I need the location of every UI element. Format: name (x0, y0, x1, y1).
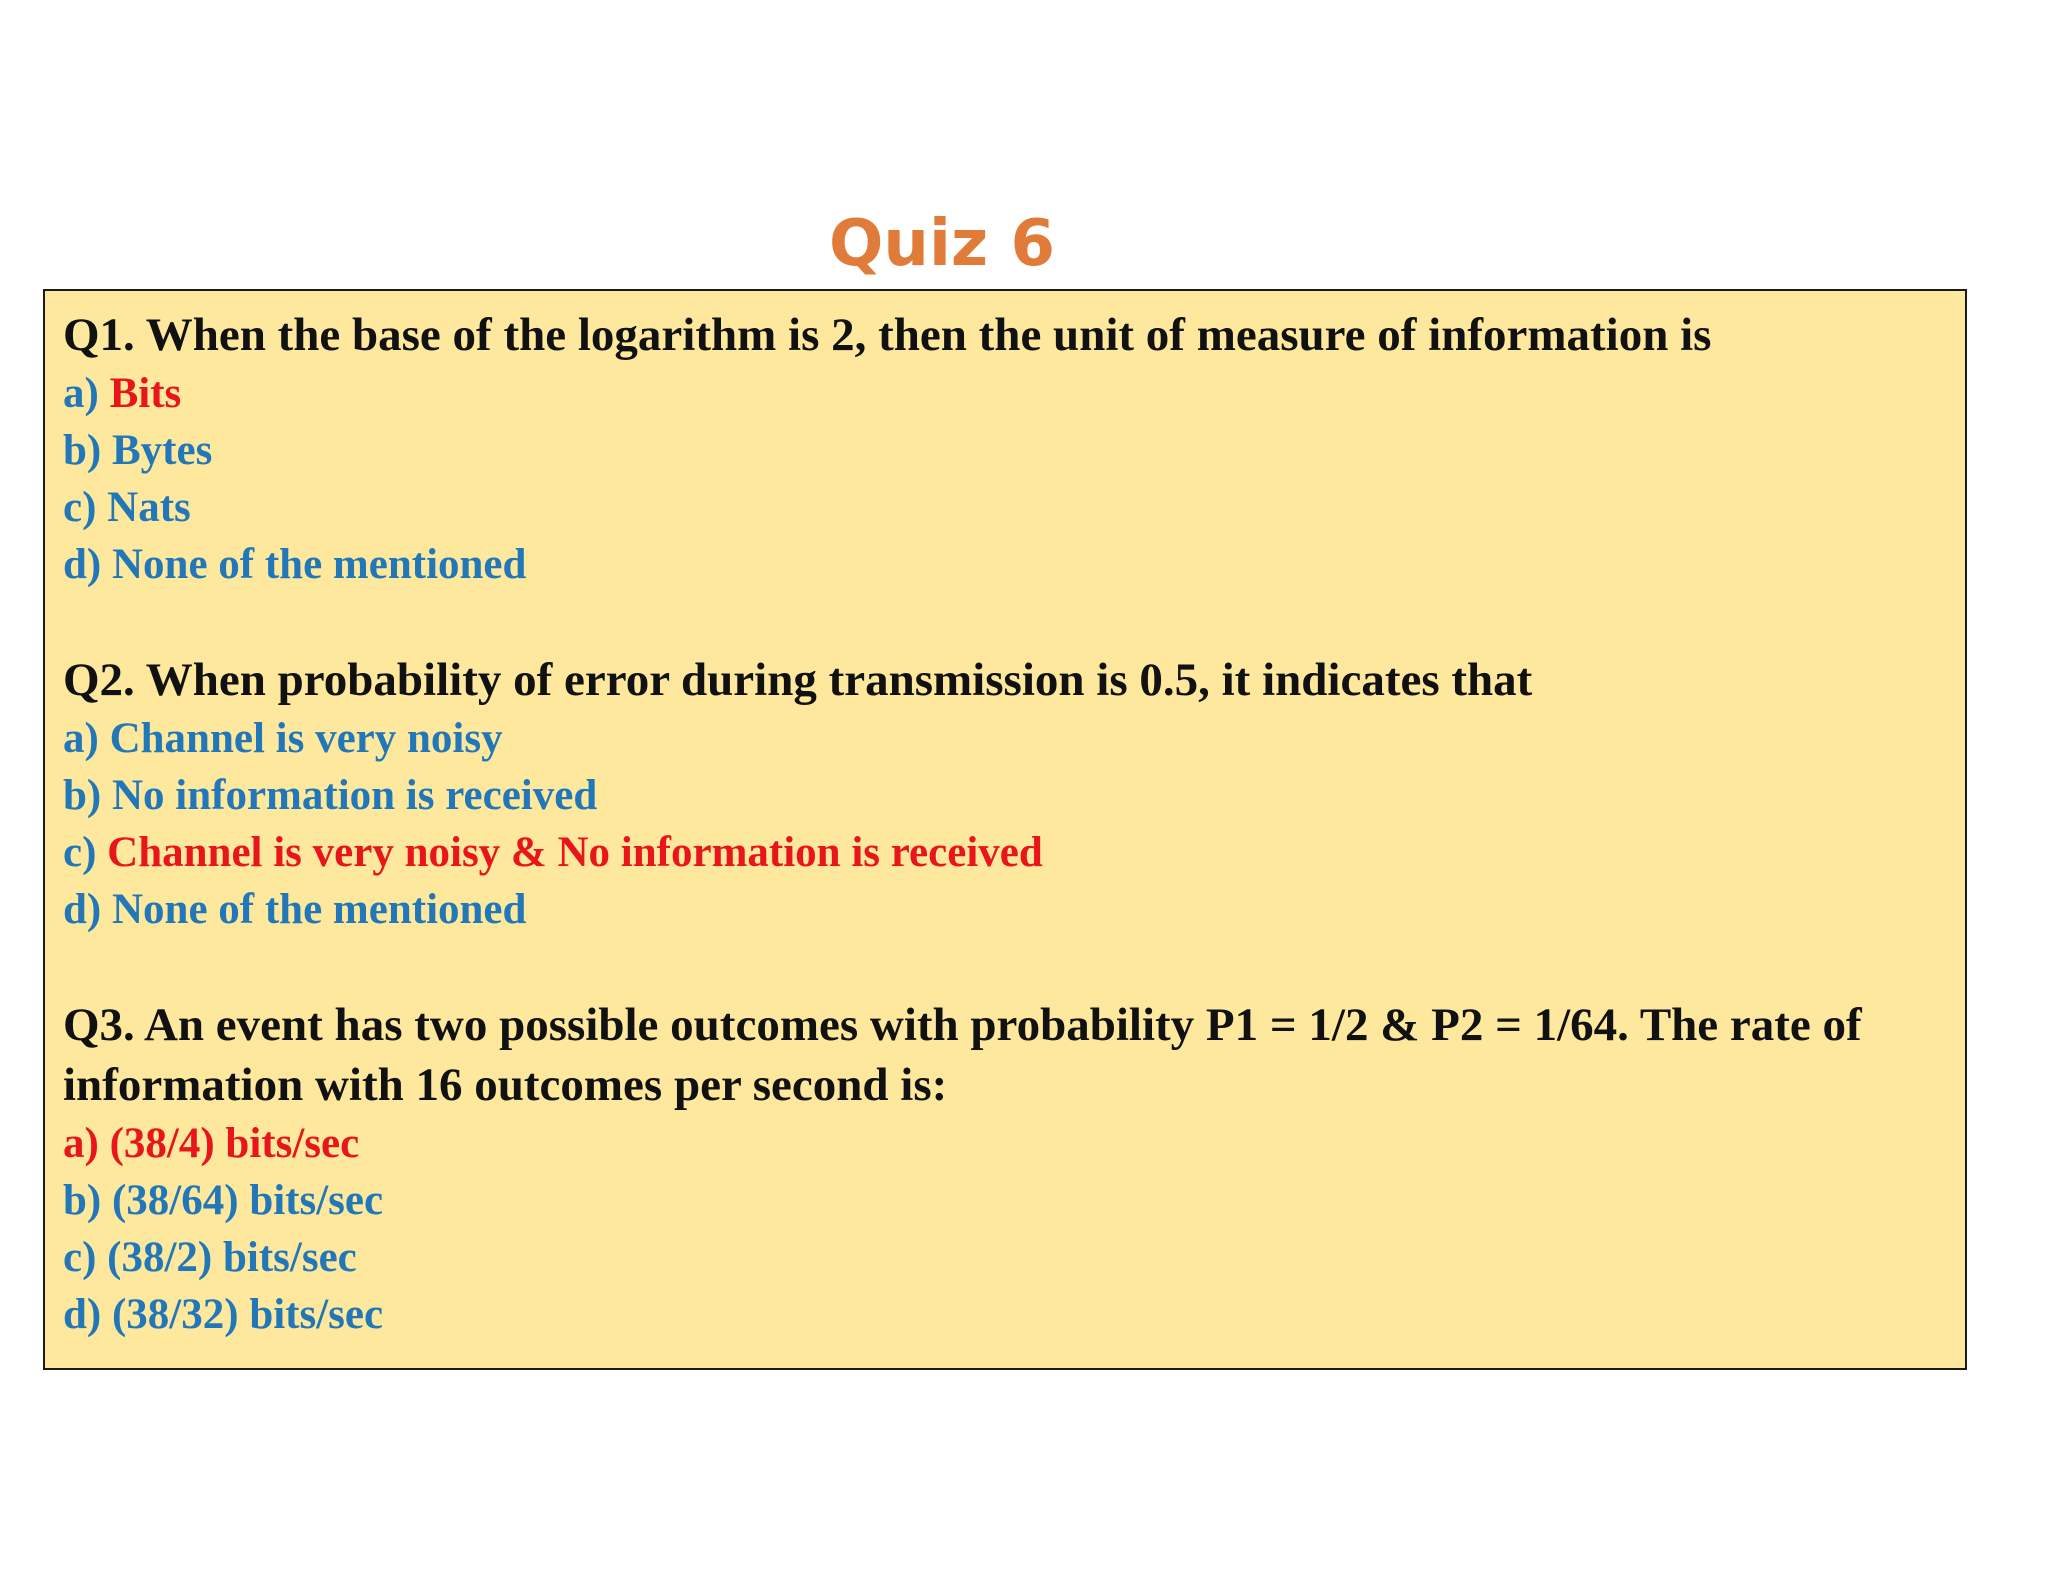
option-text-correct: (38/4) bits/sec (109, 1120, 360, 1167)
option-a (63, 710, 1947, 767)
question-text: Q2. When probability of error during transmission is 0.5, it indicates that (63, 654, 1533, 706)
option-a (63, 1115, 1947, 1172)
option-b (63, 1172, 1947, 1229)
question-text: Q1. When the base of the logarithm is 2, then the unit of measure of information is (63, 309, 1712, 361)
option-b (63, 422, 1947, 479)
option-marker: b) (63, 1177, 102, 1224)
option-marker: a) (63, 1120, 99, 1167)
question-block-2 (63, 650, 1947, 938)
option-text: (38/32) bits/sec (111, 1291, 384, 1338)
option-text: Nats (107, 484, 191, 531)
spacer (63, 938, 1947, 995)
option-marker: c) (63, 484, 97, 531)
option-text: None of the mentioned (111, 541, 527, 588)
option-marker: c) (63, 1234, 97, 1281)
option-marker: b) (63, 427, 102, 474)
option-text: (38/2) bits/sec (107, 1234, 357, 1281)
option-text-correct: Bits (109, 370, 182, 417)
option-c (63, 479, 1947, 536)
option-d (63, 1286, 1947, 1343)
option-c (63, 1229, 1947, 1286)
question-block-3 (63, 995, 1947, 1343)
option-d (63, 881, 1947, 938)
option-text: Channel is very noisy (109, 715, 503, 762)
option-c (63, 824, 1947, 881)
option-marker: d) (63, 1291, 102, 1338)
option-d (63, 536, 1947, 593)
option-text: None of the mentioned (111, 886, 527, 933)
option-marker: a) (63, 370, 99, 417)
option-text: (38/64) bits/sec (111, 1177, 384, 1224)
option-text: No information is received (111, 772, 598, 819)
option-marker: d) (63, 886, 102, 933)
option-marker: d) (63, 541, 102, 588)
quiz-box (43, 289, 1967, 1370)
page-title: Quiz 6 (829, 207, 1055, 281)
option-marker: a) (63, 715, 99, 762)
option-text-correct: Channel is very noisy & No information is received (107, 829, 1043, 876)
question-block-1 (63, 305, 1947, 593)
option-b (63, 767, 1947, 824)
question-text: Q3. An event has two possible outcomes with probability P1 = 1/2 & P2 = 1/64. The rate of information with 16 outcomes per second is: (63, 999, 1862, 1111)
option-marker: b) (63, 772, 102, 819)
option-text: Bytes (111, 427, 213, 474)
spacer (63, 593, 1947, 650)
option-a (63, 365, 1947, 422)
option-marker: c) (63, 829, 97, 876)
